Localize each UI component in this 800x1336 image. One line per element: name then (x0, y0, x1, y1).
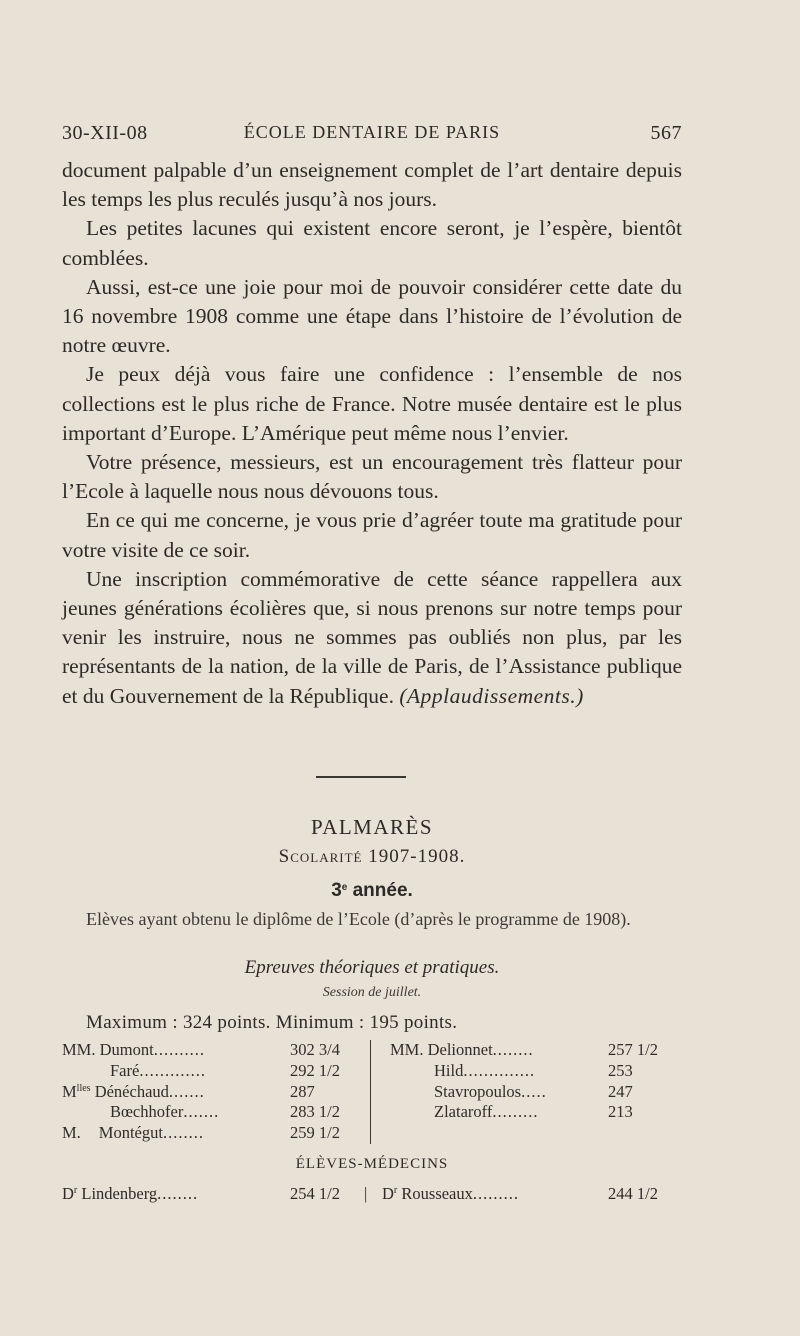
header-journal-title: ÉCOLE DENTAIRE DE PARIS (243, 122, 501, 142)
page-number: 567 (650, 122, 682, 144)
year-heading (62, 880, 682, 902)
result-row (62, 1123, 362, 1144)
leader-dots: .............. (463, 1060, 536, 1080)
speech-text (62, 156, 682, 711)
title-prefix: D (382, 1184, 394, 1203)
student-score: 292 1/2 (290, 1060, 340, 1080)
result-row (62, 1082, 362, 1103)
title-prefix: D (62, 1184, 74, 1203)
student-name: Lindenberg (81, 1184, 158, 1203)
title-prefix-suffix: lles (76, 1082, 91, 1094)
leader-dots: .......... (153, 1040, 205, 1059)
column-divider (370, 1040, 371, 1144)
section-divider (316, 776, 406, 778)
student-score: 247 (608, 1081, 633, 1101)
leader-dots: ....... (183, 1102, 220, 1122)
title-prefix: M. (62, 1123, 81, 1143)
result-row (390, 1061, 710, 1082)
title-prefix-suffix: r (393, 1185, 398, 1196)
results-intro-text: Elèves ayant obtenu le diplôme de l’Ecole (d’après le programme de 1908). (86, 909, 631, 929)
student-score: 213 (608, 1102, 633, 1122)
paragraph-2: Les petites lacunes qui existent encore seront, je l’espère, bientôt comblées. (62, 216, 682, 270)
student-score: 283 1/2 (290, 1102, 340, 1122)
result-row (390, 1102, 710, 1123)
year-word: année. (352, 880, 413, 901)
result-row (390, 1040, 710, 1061)
paragraph-7-text: Une inscription commémorative de cette séance rappellera aux jeunes générations écolières que, si nous prenons sur notre temps pour venir les instruire, nous ne sommes pas oubliés non plus, par les représentants de la nation, de la ville de Paris, de l’Assistance publique et du Gouvernement de la République. (62, 566, 682, 708)
leader-dots: ........ (162, 1123, 204, 1143)
leader-dots: ......... (472, 1184, 520, 1203)
leader-dots: ....... (168, 1081, 205, 1101)
student-name: Zlataroff (434, 1102, 493, 1122)
title-prefix: M (62, 1081, 77, 1101)
student-name: Rousseaux (401, 1184, 473, 1203)
student-score: 287 (290, 1081, 315, 1101)
student-score: 302 3/4 (290, 1040, 340, 1059)
scolarite-heading: Scolarité 1907-1908. (278, 846, 466, 867)
paragraph-3: Aussi, est-ce une joie pour moi de pouvoir considérer cette date du 16 novembre 1908 comme une étape dans l’histoire de l’évolution de notre œuvre. (62, 274, 682, 358)
result-row (62, 1061, 362, 1082)
paragraph-1: document palpable d’un enseignement complet de l’art dentaire depuis les temps les plus reculés jusqu’à nos jours. (62, 158, 682, 212)
paragraph-6: En ce qui me concerne, je vous prie d’agréer toute ma gratitude pour votre visite de ce soir. (62, 508, 682, 562)
leader-dots: ............. (139, 1060, 206, 1080)
results-intro (62, 906, 682, 932)
student-name: Montégut (98, 1123, 163, 1143)
student-score: 254 1/2 (290, 1184, 340, 1203)
results-column-right (390, 1040, 710, 1123)
student-score: 244 1/2 (608, 1184, 658, 1203)
student-name: Hild (434, 1060, 464, 1080)
medical-student-left (62, 1184, 198, 1204)
result-row (390, 1082, 710, 1103)
year-number: 3 (331, 880, 342, 901)
student-score: 257 1/2 (608, 1040, 658, 1059)
palmares-title: PALMARÈS (310, 815, 434, 839)
student-name: Dénéchaud (94, 1081, 169, 1101)
leader-dots: ........ (157, 1184, 199, 1203)
year-suffix: e (341, 882, 348, 893)
student-name: MM. Dumont (62, 1040, 154, 1059)
student-score: 253 (608, 1060, 633, 1080)
leader-dots: ........ (492, 1040, 534, 1059)
student-name: Stavropoulos (434, 1081, 522, 1101)
title-prefix-suffix: r (73, 1185, 78, 1196)
student-score: 259 1/2 (290, 1123, 340, 1143)
paragraph-5: Votre présence, messieurs, est un encouragement très flatteur pour l’Ecole à laquelle nous nous dévouons tous. (62, 450, 682, 504)
session-heading: Session de juillet. (322, 985, 422, 1000)
column-separator: | (364, 1184, 368, 1203)
medical-student-right (382, 1184, 519, 1204)
result-row (62, 1040, 362, 1061)
header-date: 30-XII-08 (62, 122, 148, 144)
student-name: MM. Delionnet (390, 1040, 493, 1059)
medical-students-heading: ÉLÈVES-MÉDECINS (295, 1156, 449, 1172)
results-column-left (62, 1040, 362, 1144)
applause-note: (Applaudissements.) (399, 683, 584, 708)
paragraph-4: Je peux déjà vous faire une confidence : l’ensemble de nos collections est le plus riche de France. Notre musée dentaire est le plus important d’Europe. L’Amérique peut même nous l’envier. (62, 362, 682, 445)
paragraph-7 (62, 565, 682, 711)
leader-dots: ..... (521, 1081, 547, 1101)
exam-heading: Epreuves théoriques et pratiques. (244, 957, 500, 978)
result-row (62, 1102, 362, 1123)
leader-dots: ......... (492, 1102, 539, 1122)
student-name: Faré (110, 1060, 140, 1080)
score-range: Maximum : 324 points. Minimum : 195 points. (86, 1012, 458, 1033)
student-name: Bœchhofer (110, 1102, 184, 1122)
